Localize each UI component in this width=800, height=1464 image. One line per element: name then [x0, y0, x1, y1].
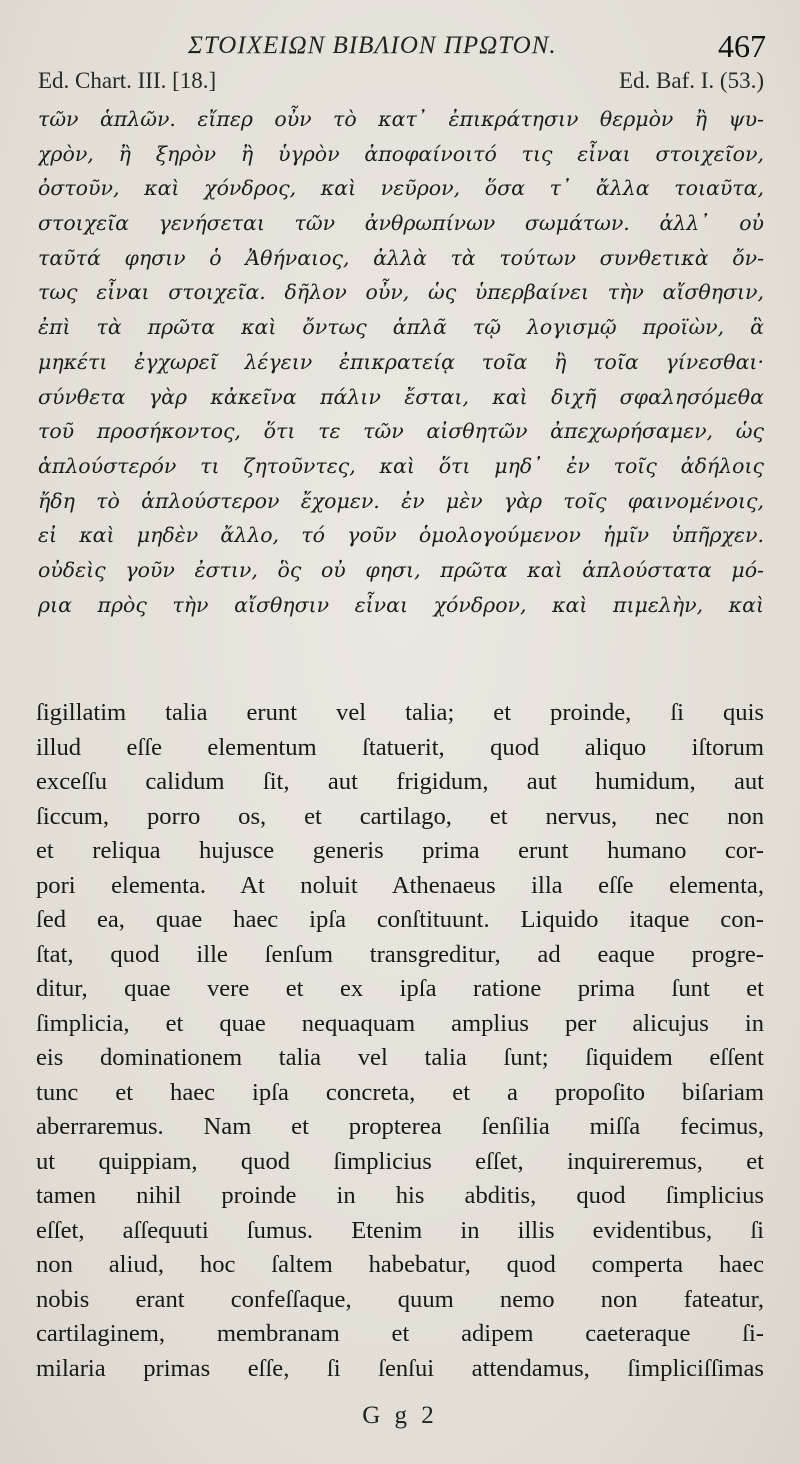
greek-text-line: τως εἶναι στοιχεῖα. δῆλον οὖν, ὡς ὑπερβαίνει τὴν αἴσθησιν, [38, 280, 764, 305]
latin-text-line: tamen nihil proinde in his abditis, quod ſimplicius [36, 1182, 764, 1209]
greek-text-block [38, 102, 764, 622]
latin-text-line: cartilaginem, membranam et adipem caeteraque ſi- [36, 1320, 764, 1347]
greek-text-line: τοῦ προσήκοντος, ὅτι τε τῶν αἰσθητῶν ἀπεχωρήσαμεν, ὡς [38, 419, 764, 444]
latin-text-line: ſigillatim talia erunt vel talia; et proinde, ſi quis [36, 699, 764, 726]
latin-text-line: ſimplicia, et quae nequaquam amplius per alicujus in [36, 1009, 764, 1037]
edition-reference-line [38, 68, 764, 98]
latin-text-line: et reliqua hujusce generis prima erunt humano cor- [36, 837, 764, 864]
latin-text-line: eis dominationem talia vel talia ſunt; ſiquidem eſſent [36, 1044, 764, 1071]
latin-text-line: aberraremus. Nam et propterea ſenſilia miſſa fecimus, [36, 1113, 764, 1140]
greek-text-line: ἐπὶ τὰ πρῶτα καὶ ὄντως ἁπλᾶ τῷ λογισμῷ προϊὼν, ἃ [38, 315, 764, 340]
greek-text-line: στοιχεῖα γενήσεται τῶν ἀνθρωπίνων σωμάτων. ἀλλ᾽ οὐ [38, 211, 764, 236]
greek-text-line: χρὸν, ἢ ξηρὸν ἢ ὑγρὸν ἀποφαίνοιτό τις εἶναι στοιχεῖον, [38, 141, 764, 166]
latin-text-line: ſiccum, porro os, et cartilago, et nervus, nec non [36, 802, 764, 830]
greek-text-line: ὀστοῦν, καὶ χόνδρος, καὶ νεῦρον, ὅσα τ᾽ ἄλλα τοιαῦτα, [38, 176, 764, 201]
latin-text-line: ut quippiam, quod ſimplicius eſſet, inquireremus, et [36, 1147, 764, 1175]
greek-text-line: ρια πρὸς τὴν αἴσθησιν εἶναι χόνδρον, καὶ πιμελὴν, καὶ [38, 592, 764, 617]
latin-text-line: non aliud, hoc ſaltem habebatur, quod comperta haec [36, 1251, 764, 1278]
page-number: 467 [718, 28, 766, 64]
running-head [0, 28, 800, 68]
latin-text-line: ſed ea, quae haec ipſa conſtituunt. Liquido itaque con- [36, 906, 764, 933]
latin-text-line: milaria primas eſſe, ſi ſenſui attendamus, ſimpliciſſimas [36, 1354, 764, 1382]
greek-text-line: ἁπλούστερόν τι ζητοῦντες, καὶ ὅτι μηδ᾽ ἐν τοῖς ἀδήλοις [38, 453, 764, 478]
greek-text-line: εἰ καὶ μηδὲν ἄλλο, τό γοῦν ὁμολογούμενον ἡμῖν ὑπῆρχεν. [38, 523, 764, 548]
latin-text-line: illud eſſe elementum ſtatuerit, quod aliquo iſtorum [36, 733, 764, 761]
latin-text-line: ſtat, quod ille ſenſum transgreditur, ad eaque progre- [36, 940, 764, 968]
greek-text-line: σύνθετα γὰρ κἀκεῖνα πάλιν ἔσται, καὶ διχῆ σφαλησόμεθα [38, 384, 764, 409]
latin-text-line: nobis erant confeſſaque, quum nemo non fateatur, [36, 1285, 764, 1313]
greek-text-line: μηκέτι ἐγχωρεῖ λέγειν ἐπικρατείᾳ τοῖα ἢ τοῖα γίνεσθαι· [38, 349, 764, 374]
greek-text-line: οὐδεὶς γοῦν ἐστιν, ὃς οὐ φησι, πρῶτα καὶ ἁπλούστατα μό- [38, 557, 764, 582]
greek-text-line: ταῦτά φησιν ὁ Ἀθήναιος, ἀλλὰ τὰ τούτων συνθετικὰ ὄν- [38, 245, 764, 270]
running-title: ΣΤΟΙΧΕΙΩΝ ΒΙΒΛΙΟΝ ΠΡΩΤΟΝ. [188, 32, 557, 59]
latin-text-line: tunc et haec ipſa concreta, et a propoſito biſariam [36, 1078, 764, 1106]
latin-text-line: ditur, quae vere et ex ipſa ratione prima ſunt et [36, 975, 764, 1002]
greek-text-line: τῶν ἁπλῶν. εἴπερ οὖν τὸ κατ᾽ ἐπικράτησιν θερμὸν ἢ ψυ- [38, 107, 764, 131]
latin-text-line: pori elementa. At noluit Athenaeus illa eſſe elementa, [36, 871, 764, 899]
edition-basel-reference: Ed. Baf. I. (53.) [619, 68, 764, 93]
latin-translation-block [36, 696, 764, 1386]
latin-text-line: exceſſu calidum ſit, aut frigidum, aut humidum, aut [36, 768, 764, 795]
latin-text-line: eſſet, aſſequuti ſumus. Etenim in illis evidentibus, ſi [36, 1216, 764, 1244]
signature-mark: G g 2 [362, 1402, 438, 1429]
edition-chart-reference: Ed. Chart. III. [18.] [38, 68, 217, 93]
greek-text-line: ἤδη τὸ ἁπλούστερον ἔχομεν. ἐν μὲν γὰρ τοῖς φαινομένοις, [38, 488, 764, 513]
